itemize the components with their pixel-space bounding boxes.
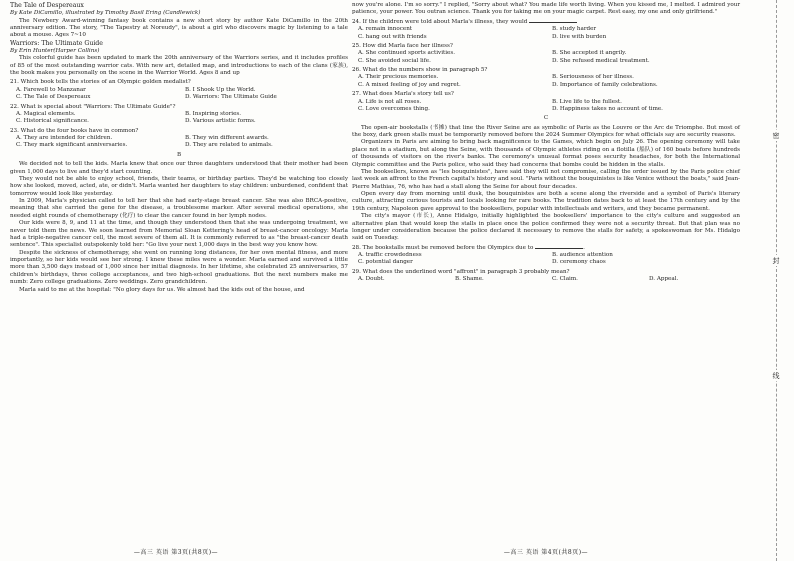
passage-c-paragraph: Open every day from morning until dusk, the bouquinistes are both a scene along the riverside and a symbol of Paris's literary culture, attracting curious tourists and locals looking for rare books. The tradition dates back to at least the 17th century and by the 19th century, Napoleon gave approval to the booksellers, popular with intellectuals and writers, and they became permanent.	[352, 191, 740, 212]
page-4	[344, 0, 748, 561]
option[interactable]: C. Claim.	[552, 276, 578, 283]
option[interactable]: B. I Shook Up the World.	[185, 86, 256, 93]
question-24-options	[352, 26, 740, 41]
question-28: 28. The bookstalls must be removed before the Olympics due to .	[352, 244, 585, 251]
option[interactable]: B. They win different awards.	[185, 135, 269, 141]
passage-b-paragraph: Despite the sickness of chemotherapy, she went on running long distances, for her own mental fitness, and more importantly, so her kids would see her strong. I knew these miles were a wonder. Marla earned and survived a little more than 3,500 days instead of 1,000 since her initial diagnosis. In her lifetime, she celebrated 25 anniversaries, 57 children's birthdays, three college acceptances, and two high-school graduations. But the next numbers make me numb: Zero college graduations. Zero weddings. Zero grandchildren.	[10, 249, 348, 286]
option[interactable]: C. A mixed feeling of joy and regret.	[358, 81, 461, 88]
option[interactable]: D. live with burden	[552, 33, 607, 40]
option[interactable]: D. She refused medical treatment.	[552, 57, 650, 64]
option[interactable]: C. The Tale of Despereaux	[16, 94, 91, 101]
option[interactable]: B. She accepted it angrily.	[552, 50, 627, 57]
option[interactable]: D. Happiness takes no account of time.	[552, 105, 663, 112]
question-29: 29. What does the underlined word "affront" in paragraph 3 probably mean?	[352, 268, 570, 275]
option[interactable]: B. Inspiring stories.	[185, 110, 242, 117]
option[interactable]: C. Love overcomes thing.	[358, 105, 430, 112]
option[interactable]: B. Shame.	[455, 276, 484, 283]
option[interactable]: A. Farewell to Manzanar	[16, 86, 86, 93]
question-27-options	[352, 99, 740, 114]
seal-label: 封	[772, 257, 780, 264]
passage-b-ending: now you're alone. I'm so sorry." I replied, "Sorry about what? You made life worth living. When you kissed me, I melted. I admired your patience, your power. You outran science. Thank you for taking me on your magic carpet. Rest easy, my one and only girlfriend."	[352, 2, 740, 16]
book1-byline: By Kate DiCamillo, illustrated by Timothy Basil Ering (Candlewick)	[10, 10, 201, 17]
question-25: 25. How did Marla face her illness?	[352, 42, 453, 49]
option[interactable]: D. ceremony chaos	[552, 259, 606, 266]
option[interactable]: C. They mark significant anniversaries.	[16, 142, 128, 149]
passage-b-paragraph: They would not be able to enjoy school, friends, their teams, or birthday parties. They'd be watching too closely how she looked, moved, acted, ate, or didn't. Marla wanted her daughters to stay children: unburdened, confident that tomorrow would look like yesterday.	[10, 175, 349, 197]
page-footer: —高三 英语 第4页(共8页)—	[503, 549, 589, 557]
passage-c-paragraph: The city's mayor (市长), Anne Hidalgo, initially highlighted the booksellers' importance to the city's culture and suggested an alternative plan that would keep the stalls in place once the police confirmed they were not a security threat. But that plan was no longer under consideration because the police declared it necessary to remove the stalls for safety, a spokeswoman for Ms. Hidalgo said on Tuesday.	[352, 213, 740, 242]
option[interactable]: B. Live life to the fullest.	[552, 98, 622, 105]
question-22-options	[10, 111, 348, 126]
option[interactable]: B. Seriousness of her illness.	[552, 74, 634, 81]
section-b-heading: B	[176, 151, 182, 158]
passage-b-paragraph: We decided not to tell the kids. Marla knew that once our three daughters understood that their mother had been given 1,000 days to live and they'd start counting.	[10, 161, 348, 175]
passage-c-paragraph: The open-air bookstalls (书摊) that line the River Seine are as symbolic of Paris as the Louvre or the Arc de Triomphe. But most of the boxy, dark green stalls must be temporarily removed before the 2024 Summer Olympics for what officials say are security reasons.	[352, 124, 740, 138]
option[interactable]: A. remain innocent	[358, 26, 413, 33]
book2-byline: By Erin Hunter(Harper Collins)	[10, 47, 100, 54]
option[interactable]: A. Life is not all roses.	[358, 98, 422, 105]
answer-blank	[529, 22, 577, 23]
book1-description: The Newbery Award-winning fantasy book contains a new short story by author Kate DiCamillo in the 20th anniversary edition. The story, "The Tapestry at Noreudy", is about a girl who discovers magic by listening to a tale about a mouse. Ages 7~10	[10, 17, 348, 39]
question-26-options	[352, 74, 740, 89]
option[interactable]: A. Magical elements.	[16, 110, 76, 117]
question-23: 23. What do the four books have in common?	[10, 127, 139, 134]
answer-blank	[535, 248, 583, 249]
passage-c-paragraph: The booksellers, known as "les bouquinistes", have said they will not compromise, calling the order issued by the Paris police chief last week an affront to the French capital's history and soul. "Paris without the bouquinistes is like Venice without the boats," said Jean-Pierre Mathias, 76, who has had a stall along the Seine for about four decades.	[352, 168, 740, 190]
option[interactable]: C. potential danger	[358, 259, 413, 266]
book1-title: The Tale of Despereaux	[10, 2, 84, 9]
question-24-text: 24. If the children were told about Marla's illness, they would	[352, 18, 528, 25]
passage-c-paragraph: Organizers in Paris are aiming to bring back magnificence to the Games, which begin on July 26. The opening ceremony will take place not in a stadium, but along the Seine, with thousands of Olympic athletes riding on a flotilla (船队) of 160 boats before hundreds of thousands of visitors on the river's banks. The ceremony's unusual format poses security headaches, for both the International Olympic committee and the Paris police, who said they had concerns that bombs could be hidden in the stalls.	[352, 139, 740, 168]
option[interactable]: D. They are related to animals.	[185, 142, 273, 149]
question-24	[352, 19, 740, 26]
option[interactable]: C. Historical significance.	[16, 118, 89, 125]
question-25-options	[352, 50, 740, 65]
option[interactable]: A. They are intended for children.	[16, 135, 113, 141]
option[interactable]: D. Various artistic forms.	[185, 118, 256, 125]
option[interactable]: C. hang out with friends	[358, 33, 427, 40]
option[interactable]: A. traffic crowdedness	[358, 252, 422, 258]
question-23-options	[10, 135, 348, 150]
question-29-options	[352, 276, 740, 283]
book2-title: Warriors: The Ultimate Guide	[10, 39, 103, 47]
page-footer: —高三 英语 第3页(共8页)—	[133, 549, 219, 557]
option[interactable]: B. study harder	[552, 26, 597, 33]
option[interactable]: D. Importance of family celebrations.	[552, 81, 658, 88]
question-26: 26. What do the numbers show in paragraph 5?	[352, 67, 488, 73]
option[interactable]: A. Their precious memories.	[358, 74, 439, 81]
section-c-heading: C	[543, 115, 549, 122]
page-3	[0, 0, 352, 561]
seal-label: 线	[772, 372, 780, 379]
seal-label: 密	[772, 132, 780, 139]
passage-b-paragraph: Our kids were 8, 9, and 11 at the time, and though they understood then that she was undergoing treatment, we never told them the news. We soon learned from Memorial Sloan Kettering's head of breast-cancer oncology: Marla had a triple-negative cancer cell, the most severe of them all. It is commonly referred to as "the breast-cancer death sentence". This specialist outspokenly told her: "Go live your next 1,000 days in the best way you know how.	[10, 220, 348, 249]
option[interactable]: C. She avoided social life.	[358, 57, 431, 64]
book2-description: This colorful guide has been updated to mark the 20th anniversary of the Warriors series, and it includes profiles of 85 of the most outstanding warrior cats. With new art, detailed map, and introductions to each of the clans (家族), the book makes you personally on the scene in the Warrior World. Ages 8 and up	[10, 55, 348, 76]
option[interactable]: A. Doubt.	[358, 276, 385, 283]
question-28-options	[352, 252, 740, 267]
option[interactable]: B. audience attention	[552, 252, 613, 258]
passage-b-paragraph: In 2009, Marla's physician called to tell her that she had early-stage breast cancer. She was also BRCA-positive, meaning that she carried the gene for the disease, a troublesome marker. After several medical operations, she needed eight rounds of chemotherapy (化疗) to clear the cancer found in her lymph nodes.	[10, 198, 348, 219]
passage-b-paragraph: Marla said to me at the hospital: "No glory days for us. We almost had the kids out of the house, and	[18, 286, 305, 293]
option[interactable]: D. Warriors: The Ultimate Guide	[185, 94, 277, 101]
binding-line	[776, 0, 777, 561]
question-28-text: 28. The bookstalls must be removed before the Olympics due to	[352, 244, 534, 251]
question-21: 21. Which book tells the stories of an Olympic golden medalist?	[10, 79, 191, 86]
question-27: 27. What does Marla's story tell us?	[352, 91, 454, 98]
question-22: 22. What is special about "Warriors: The Ultimate Guide"?	[10, 103, 176, 110]
option[interactable]: D. Appeal.	[649, 276, 679, 283]
question-21-options	[10, 87, 348, 102]
option[interactable]: A. She continued sports activities.	[358, 50, 455, 57]
